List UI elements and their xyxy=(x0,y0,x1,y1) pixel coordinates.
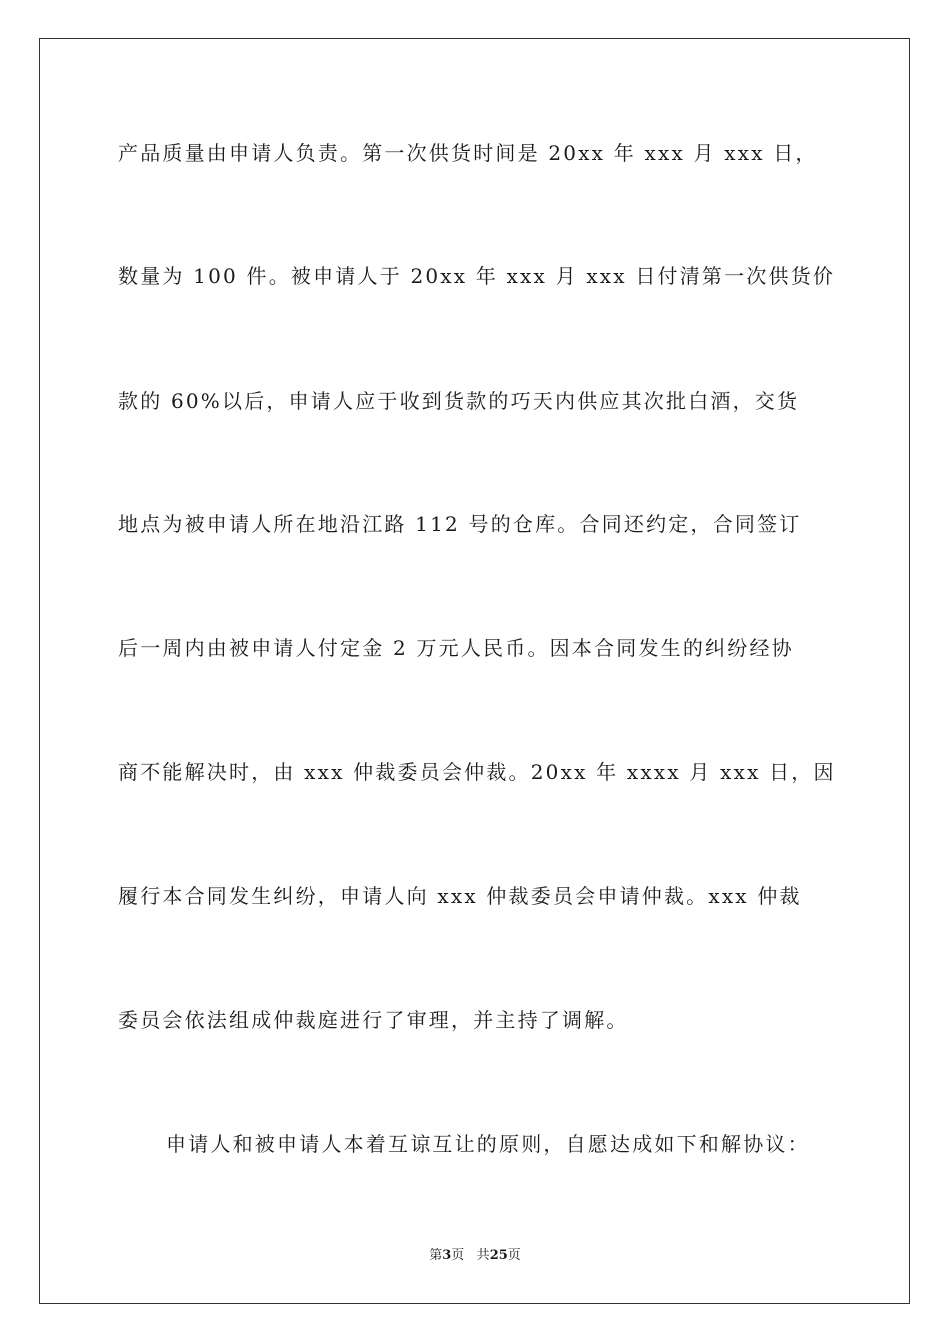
footer-page-unit: 页 xyxy=(451,1248,465,1263)
body-line-7: 履行本合同发生纠纷，申请人向 xxx 仲裁委员会申请仲裁。xxx 仲裁 xyxy=(118,884,802,908)
footer-total-pages: 25 xyxy=(489,1248,508,1263)
body-line-2: 数量为 100 件。被申请人于 20xx 年 xxx 月 xxx 日付清第一次供货价 xyxy=(118,264,836,288)
body-line-4: 地点为被申请人所在地沿江路 112 号的仓库。合同还约定，合同签订 xyxy=(118,512,802,536)
footer-total-unit: 页 xyxy=(507,1248,521,1263)
footer-prefix: 第 xyxy=(429,1248,443,1263)
body-line-3: 款的 60%以后，申请人应于收到货款的巧天内供应其次批白酒，交货 xyxy=(118,389,800,413)
page-footer xyxy=(0,1247,950,1265)
paragraph-line-agreement: 申请人和被申请人本着互谅互让的原则，自愿达成如下和解协议： xyxy=(166,1132,810,1156)
body-line-1: 产品质量由申请人负责。第一次供货时间是 20xx 年 xxx 月 xxx 日， xyxy=(118,141,818,165)
body-line-6: 商不能解决时，由 xxx 仲裁委员会仲裁。20xx 年 xxxx 月 xxx 日，因 xyxy=(118,760,836,784)
footer-total-prefix: 共 xyxy=(476,1248,490,1263)
page-frame xyxy=(39,38,910,1304)
body-line-5: 后一周内由被申请人付定金 2 万元人民币。因本合同发生的纠纷经协 xyxy=(118,636,794,660)
body-line-8: 委员会依法组成仲裁庭进行了审理，并主持了调解。 xyxy=(118,1008,629,1032)
footer-page-number: 3 xyxy=(442,1248,452,1263)
